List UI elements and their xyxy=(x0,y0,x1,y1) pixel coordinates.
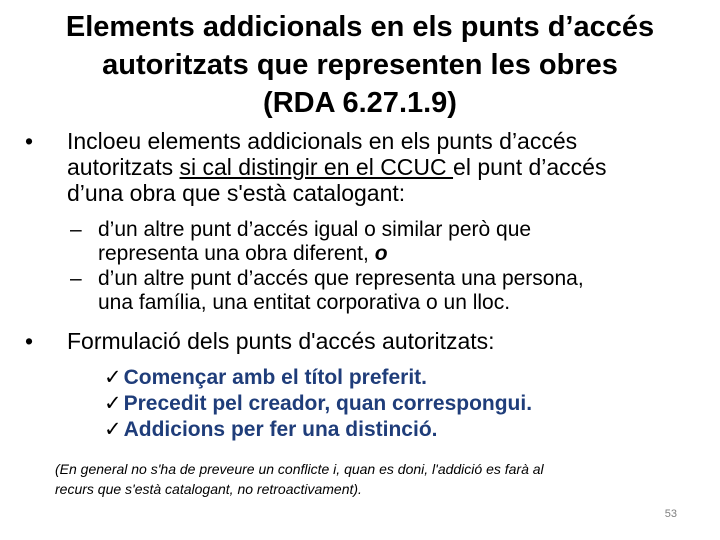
sub-item-line-2-pre: representa una obra diferent, xyxy=(98,242,375,265)
bullet-line-3: d’una obra que s'està catalogant: xyxy=(67,180,406,206)
bullet-marker: • xyxy=(25,128,34,154)
sub-item-text xyxy=(98,267,668,315)
title-line-3: (RDA 6.27.1.9) xyxy=(263,87,457,119)
checklist xyxy=(104,365,532,443)
checklist-item-text: Precedit pel creador, quan correspongui. xyxy=(123,392,533,415)
bullet-line-1: Incloeu elements addicionals en els punts d’accés xyxy=(67,128,578,154)
bullet-line-2-pre: autoritzats xyxy=(67,154,180,180)
sub-item-line-2: una família, una entitat corporativa o un lloc. xyxy=(98,291,511,314)
checklist-item xyxy=(104,365,532,391)
slide-title xyxy=(40,8,680,122)
underlined-condition: si cal distingir en el CCUC xyxy=(179,154,454,180)
dash-marker: – xyxy=(70,218,82,241)
footnote-line-1: (En general no s'ha de preveure un conflicte i, quan es doni, l'addició es farà al xyxy=(55,461,544,477)
bullet-marker: • xyxy=(25,328,34,354)
checklist-item-text: Addicions per fer una distinció. xyxy=(123,418,438,441)
check-icon: ✓ xyxy=(104,418,122,441)
title-line-2: autoritzats que representen les obres xyxy=(102,49,618,81)
sub-item-line-1: d’un altre punt d’accés que representa una persona, xyxy=(98,267,584,290)
page-number: 53 xyxy=(664,508,677,520)
title-line-1: Elements addicionals en els punts d’accés xyxy=(65,11,655,43)
dash-marker: – xyxy=(70,267,82,290)
emphasis-or: o xyxy=(374,242,388,265)
bullet-line-2 xyxy=(67,154,707,180)
bullet-line-2-post: el punt d’accés xyxy=(453,154,607,180)
check-icon: ✓ xyxy=(104,392,122,415)
sub-item-line-2 xyxy=(98,242,668,266)
check-icon: ✓ xyxy=(104,366,122,389)
footnote-line-2: recurs que s'està catalogant, no retroactivament). xyxy=(55,481,362,497)
checklist-item xyxy=(104,391,532,417)
checklist-item xyxy=(104,417,532,443)
bullet-text xyxy=(67,128,707,206)
sub-item-text xyxy=(98,218,668,266)
footnote xyxy=(55,459,655,499)
bullet-text: Formulació dels punts d'accés autoritzats: xyxy=(67,328,495,354)
sub-item-line-1: d’un altre punt d’accés igual o similar però que xyxy=(98,218,532,241)
checklist-item-text: Començar amb el títol preferit. xyxy=(123,366,428,389)
